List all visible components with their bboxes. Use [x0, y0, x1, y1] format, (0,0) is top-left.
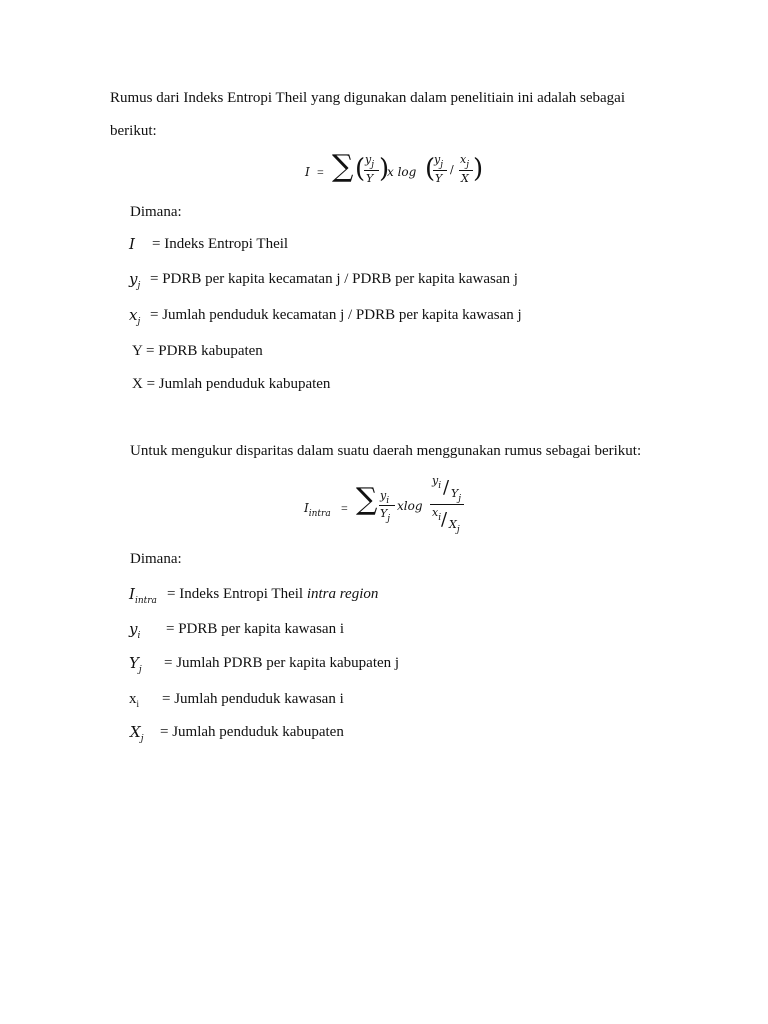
defs1-symbol: I: [129, 235, 135, 253]
defs2-description: = Jumlah penduduk kabupaten: [160, 724, 344, 740]
defs2-description: = PDRB per kapita kawasan i: [166, 621, 345, 637]
formula2-top-den: $Y_j$: [451, 487, 462, 504]
defs1-description: = Jumlah penduduk kecamatan j / PDRB per kapita kawasan j: [150, 307, 522, 323]
defs2-symbol: $I_{intra}$: [129, 585, 157, 606]
formula1-sum-symbol: ∑: [332, 149, 354, 184]
defs1-symbol: $y_j$: [129, 270, 141, 291]
defs2-description: = Jumlah PDRB per kapita kabupaten j: [164, 655, 400, 671]
defs1-description: = Indeks Entropi Theil: [152, 236, 289, 252]
defs1-item-4: X = Jumlah penduduk kabupaten: [132, 376, 331, 392]
defs2-symbol: $x_i$: [129, 691, 140, 709]
formula1-lparen-1: (: [355, 154, 366, 184]
defs2-symbol: $Y_j$: [129, 654, 142, 675]
formula1-rparen-2: ): [473, 154, 484, 184]
defs1-symbol: $x_j$: [129, 306, 141, 327]
formula2-xlog: xlog: [397, 499, 423, 513]
defs1-description: = PDRB per kapita kecamatan j / PDRB per kapita kawasan j: [150, 271, 518, 287]
formula1-den1: Y: [366, 172, 374, 185]
formula1-den3: X: [461, 172, 469, 185]
formula1-xlog: x log: [387, 165, 417, 179]
intro2-line: Untuk mengukur disparitas dalam suatu daerah menggunakan rumus sebagai berikut:: [130, 443, 642, 459]
formula1-num2: $y_j$: [434, 153, 444, 170]
formula1-num3: $x_j$: [460, 153, 470, 170]
formula2-top-slash: /: [443, 477, 450, 498]
formula1-slash: /: [450, 163, 454, 176]
defs2-heading: Dimana:: [130, 551, 182, 567]
formula2-bot-slash: /: [441, 509, 448, 530]
formula1-num1: $y_j$: [365, 153, 375, 170]
formula1-den2: Y: [435, 172, 443, 185]
formula1-rparen-1: ): [379, 154, 390, 184]
formula2-sum-symbol: ∑: [356, 482, 378, 517]
defs2-symbol: $X_j$: [130, 723, 144, 744]
defs2-symbol: $y_i$: [129, 620, 141, 641]
intro-line-1: Rumus dari Indeks Entropi Theil yang digunakan dalam penelitiain ini adalah sebagai: [110, 90, 626, 106]
defs2-description: = Indeks Entropi Theil intra region: [167, 586, 379, 602]
formula2-bot-num: $x_i$: [432, 506, 442, 523]
formula1-equals: =: [317, 165, 324, 179]
formula2-bot-den: $X_j$: [449, 518, 460, 535]
defs1-heading: Dimana:: [130, 204, 182, 220]
formula1-lparen-2: (: [425, 154, 436, 184]
formula2-top-num: $y_i$: [432, 474, 442, 491]
intro-line-2: berikut:: [110, 123, 157, 139]
formula1-lhs: I: [305, 165, 310, 179]
formula2-den1: $Y_j$: [380, 507, 391, 524]
formula2-num1: $y_i$: [380, 489, 390, 506]
defs2-description: = Jumlah penduduk kawasan i: [162, 691, 344, 707]
formula2-equals: =: [341, 501, 348, 515]
formula2-lhs: $I_{intra}$: [304, 501, 331, 519]
defs1-item-3: Y = PDRB kabupaten: [132, 343, 263, 359]
